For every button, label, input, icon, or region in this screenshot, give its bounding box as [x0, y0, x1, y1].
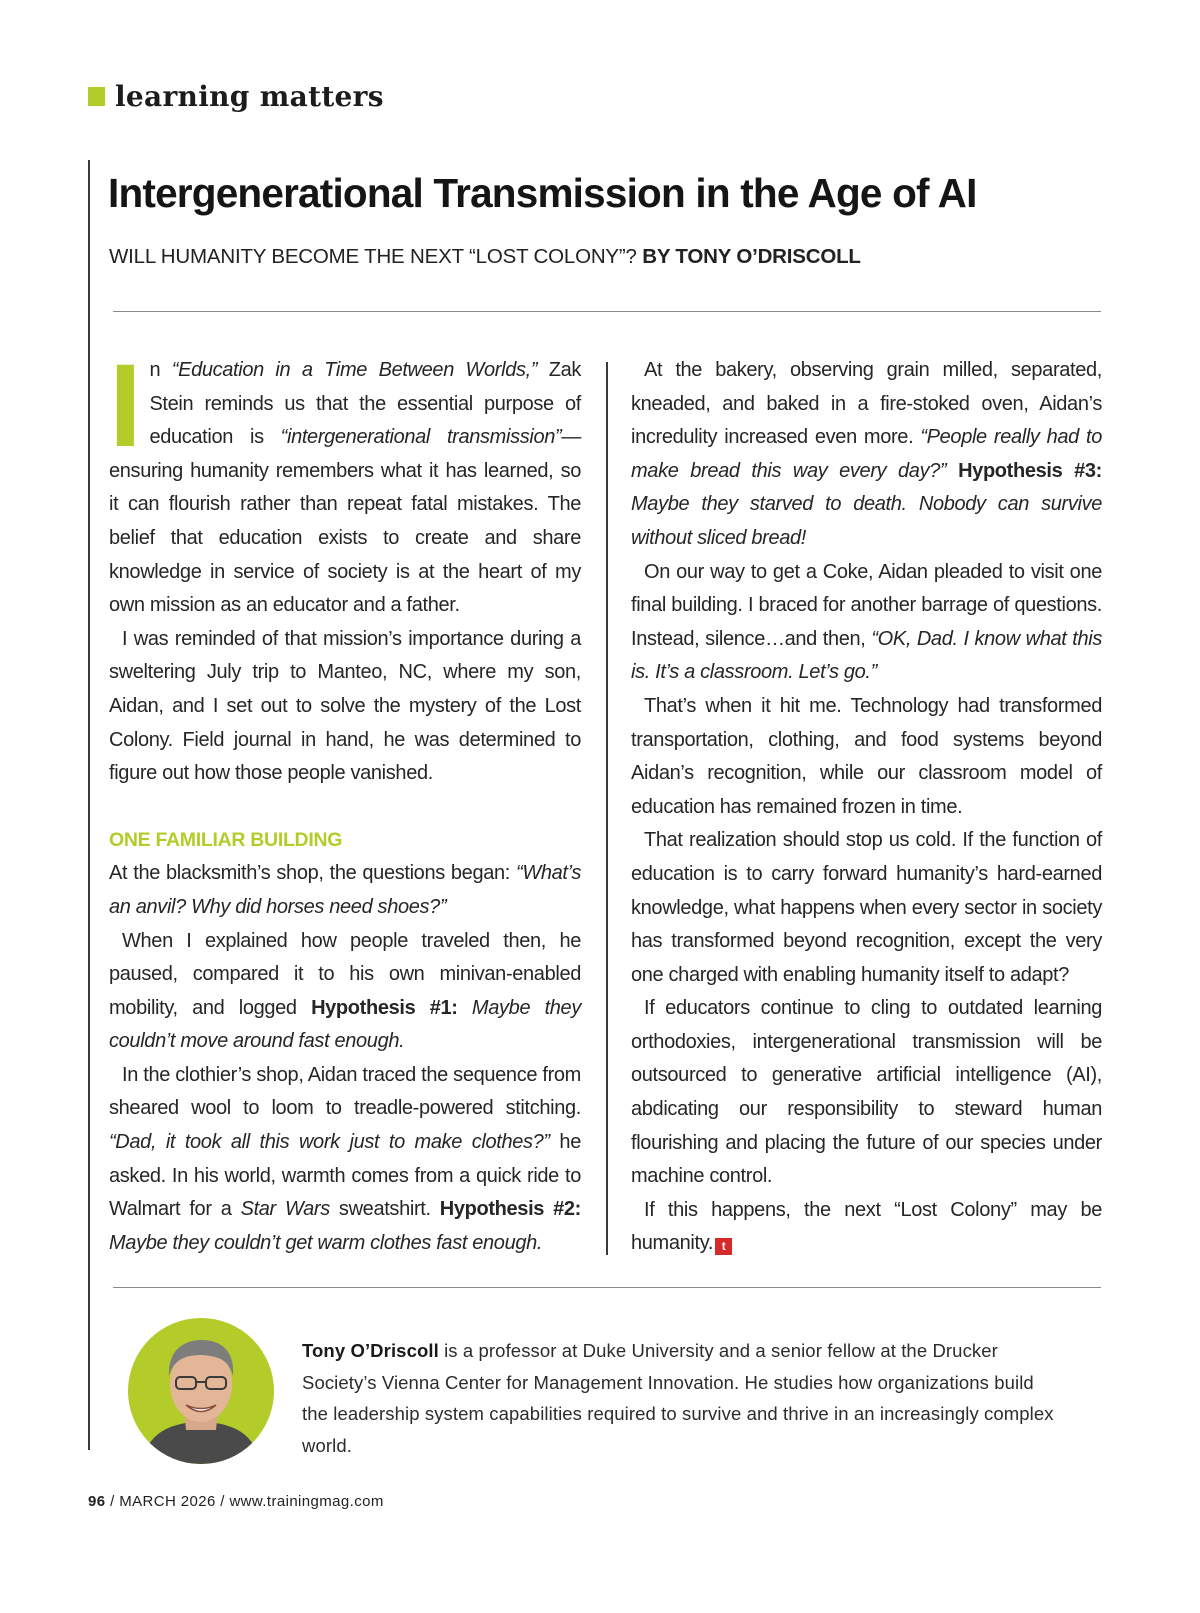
paragraph-2: I was reminded of that mission’s importance during a sweltering July trip to Manteo, NC, where my son, Aidan, and I set out to solve the mystery of the Lost Colony. Field journal in hand, he was determined to figure out how those people vanished. [109, 627, 581, 785]
paragraph-4: When I explained how people traveled then, he paused, compared it to his own minivan-enabled mobility, and logged Hypothesis #1: Maybe they couldn’t move around fast enough. [109, 929, 581, 1053]
paragraph-6: At the bakery, observing grain milled, separated, kneaded, and baked in a fire-stoked oven, Aidan’s incredulity increased even more. “People really had to make bread this way every day?” Hypothesis #3: Maybe they starved to death. Nobody can survive without sliced bread! [631, 359, 1102, 549]
paragraph-1: In “Education in a Time Between Worlds,” Zak Stein reminds us that the essential purpose of education is “intergenerational transmission”— ensuring humanity remembers what it has learned, so it can flourish rather than repeat fatal mistakes. The belief that education exists to create and share knowledge in service of society is at the heart of my own mission as an educator and a father. [109, 340, 581, 617]
footer-issue: / MARCH 2026 / www.trainingmag.com [105, 1493, 384, 1510]
paragraph-5: In the clothier’s shop, Aidan traced the sequence from sheared wool to loom to treadle-powered stitching. “Dad, it took all this work just to make clothes?” he asked. In his world, warmth comes from a quick ride to Walmart for a Star Wars sweatshirt. Hypothesis #2: Maybe they couldn’t get warm clothes fast enough. [109, 1063, 581, 1254]
article-column-left [109, 340, 581, 1260]
end-mark-icon: t [715, 1238, 732, 1255]
paragraph-9: That realization should stop us cold. If the function of education is to carry forward humanity’s hard-earned knowledge, what happens when every sector in society has transformed beyond recognition, except the very one charged with enabling humanity itself to adapt? [631, 829, 1102, 986]
column-divider [606, 362, 608, 1255]
author-avatar [128, 1318, 274, 1464]
article-headline: Intergenerational Transmission in the Age of AI [108, 170, 977, 216]
paragraph-7: On our way to get a Coke, Aidan pleaded to visit one final building. I braced for another barrage of questions. Instead, silence…and then, “OK, Dad. I know what this is. It’s a classroom. Let’s go.” [631, 560, 1102, 684]
page-number: 96 [88, 1493, 106, 1510]
subhead: ONE FAMILIAR BUILDING [109, 828, 343, 851]
paragraph-3: At the blacksmith’s shop, the questions began: “What’s an anvil? Why did horses need shoes?” [109, 862, 581, 918]
paragraph-10: If educators continue to cling to outdated learning orthodoxies, intergenerational transmission will be outsourced to generative artificial intelligence (AI), abdicating our responsibility to steward human flourishing and placing the future of our species under machine control. [631, 997, 1102, 1188]
left-margin-rule [88, 160, 90, 1450]
author-portrait-icon [128, 1318, 274, 1464]
article-dek [109, 245, 861, 269]
bio-text: is a professor at Duke University and a senior fellow at the Drucker Society’s Vienna Center for Management Innovation. He studies how organizations build the leadership system capabilities required to survive and thrive in an increasingly complex world. [302, 1340, 1054, 1456]
author-name: Tony O’Driscoll [302, 1340, 439, 1361]
section-square-icon [88, 87, 105, 106]
drop-cap: I [109, 340, 142, 472]
paragraph-11: If this happens, the next “Lost Colony” may be humanity. t [631, 1198, 1102, 1255]
paragraph-8: That’s when it hit me. Technology had transformed transportation, clothing, and food systems beyond Aidan’s recognition, while our classroom model of education has remained frozen in time. [631, 694, 1102, 818]
page-footer [88, 1493, 384, 1510]
dek-text: WILL HUMANITY BECOME THE NEXT “LOST COLONY”? [109, 245, 637, 268]
header-divider [113, 311, 1101, 312]
section-title: learning matters [115, 80, 384, 113]
article-column-right [631, 354, 1102, 1261]
byline: BY TONY O’DRISCOLL [642, 245, 861, 268]
author-bio [302, 1335, 1062, 1461]
section-label [88, 80, 384, 113]
bio-divider [113, 1287, 1101, 1288]
